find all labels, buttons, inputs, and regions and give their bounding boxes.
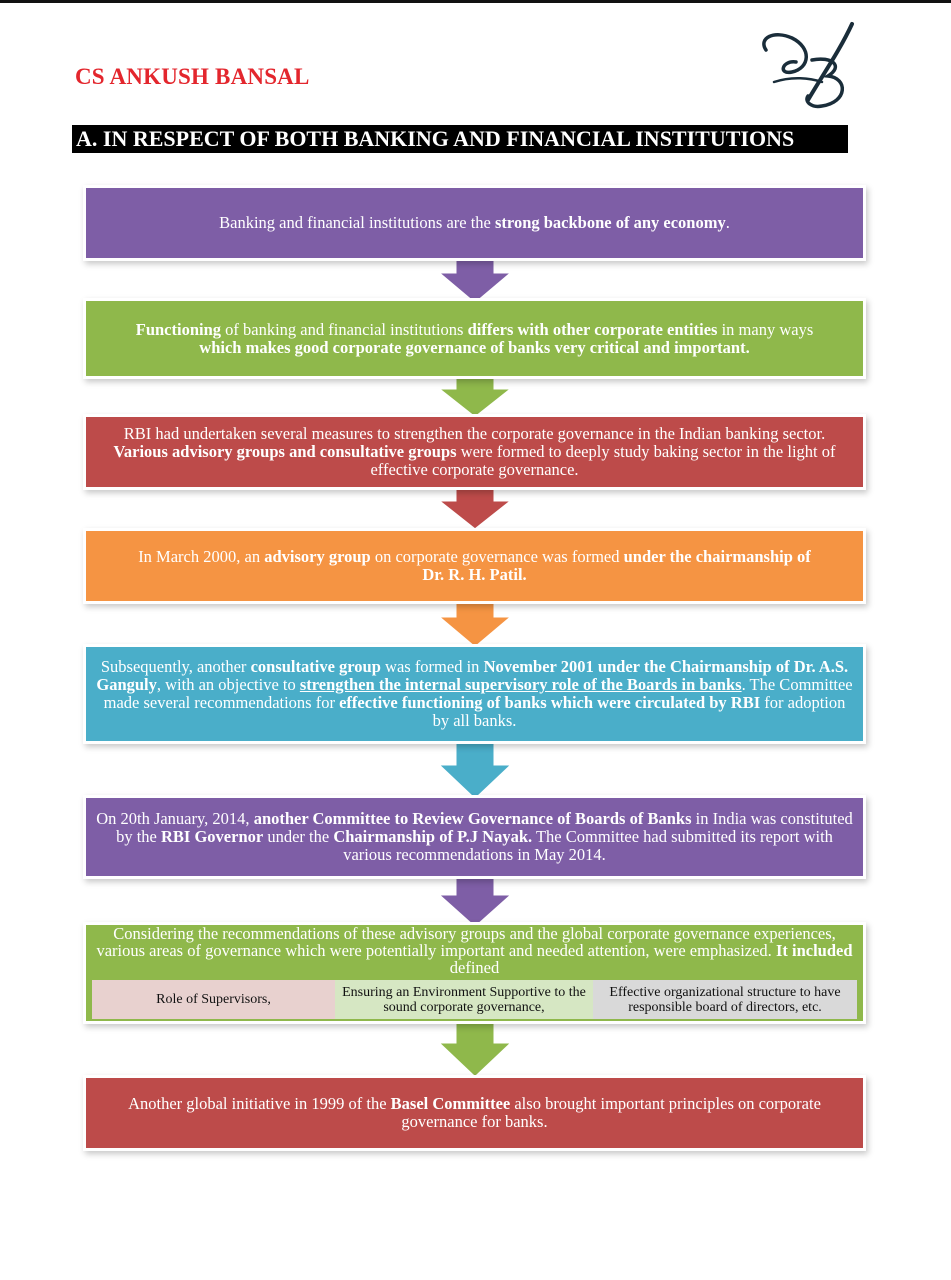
down-arrow-icon — [433, 874, 517, 930]
down-arrow-icon — [433, 252, 517, 306]
area-supportive-environment: Ensuring an Environment Supportive to the sound corporate governance, — [335, 980, 593, 1019]
area-organizational-structure: Effective organizational structure to have responsible board of directors, etc. — [593, 980, 857, 1019]
author-name: CS ANKUSH BANSAL — [75, 64, 310, 89]
box2-bold-critical: which makes good corporate governance of banks very critical and important. — [199, 337, 750, 357]
box1-bold: strong backbone of any economy — [495, 213, 726, 232]
box5-text-formed: was formed in — [380, 657, 484, 676]
flow-box-nayak-committee-2014 — [86, 798, 863, 876]
down-arrow-icon — [433, 484, 517, 532]
governance-areas-row — [92, 980, 857, 1019]
down-arrow-icon — [433, 598, 517, 650]
box2-bold-functioning: Functioning — [135, 319, 222, 339]
box7-text-defined: defined — [449, 958, 500, 977]
flow-box-strong-backbone — [86, 188, 863, 258]
box4-text: In March 2000, an — [138, 547, 265, 566]
box4-bold-advisory: advisory group — [264, 547, 371, 566]
flow-box-functioning — [86, 301, 863, 376]
box6-text-end: The Committee had submitted its report with various recommendations in May 2014. — [343, 827, 833, 864]
box4-bold-chairmanship: under the chairmanship of — [623, 547, 811, 566]
box5-text: Subsequently, another — [100, 657, 251, 676]
box2-text: of banking and financial institutions — [221, 319, 468, 339]
box8-bold-basel: Basel Committee — [390, 1094, 511, 1113]
box5-bold-circulated: effective functioning of banks which were circulated by RBI — [339, 693, 761, 712]
down-arrow-icon — [433, 1018, 517, 1080]
box6-text: On 20th January, 2014, — [96, 809, 254, 828]
flow-box-advisory-group-2000 — [86, 531, 863, 601]
box1-text-end: . — [725, 213, 730, 232]
box1-text: Banking and financial institutions are the — [219, 213, 495, 232]
section-heading: A. IN RESPECT OF BOTH BANKING AND FINANCIAL INSTITUTIONS — [72, 125, 848, 153]
box3-text-end: were formed to deeply study baking sector in the light of effective corporate governance. — [370, 442, 836, 479]
box5-bold-ganguly: November 2001 under the Chairmanship of Dr. A.S. Ganguly — [96, 657, 849, 694]
box2-text-ways: in many ways — [717, 319, 814, 339]
box8-text: Another global initiative in 1999 of the — [128, 1094, 391, 1113]
down-arrow-icon — [433, 372, 517, 420]
box5-text-recommendations: . The Committee made several recommendations for — [103, 675, 853, 712]
box7-bold-included: It included — [775, 941, 853, 960]
box2-bold-differs: differs with other corporate entities — [467, 319, 718, 339]
box3-text: RBI had undertaken several measures to strengthen the corporate governance in the Indian banking sector. — [123, 424, 826, 443]
box6-text-constituted: in India was constituted by the — [116, 809, 853, 846]
box6-bold-nayak: Chairmanship of P.J Nayak. — [333, 827, 533, 846]
box5-text-end: for adoption by all banks. — [432, 693, 846, 730]
box6-bold-committee: another Committee to Review Governance of Boards of Banks — [253, 809, 692, 828]
box5-text-objective: , with an objective to — [156, 675, 300, 694]
down-arrow-icon — [433, 738, 517, 802]
flow-box-basel-committee — [86, 1078, 863, 1148]
box7-text: Considering the recommendations of these advisory groups and the global corporate governance experiences, various areas of governance which were potentially important and needed attention, were emphasized. — [96, 924, 836, 960]
box6-text-under: under the — [263, 827, 334, 846]
box5-underlined-objective: strengthen the internal supervisory role of the Boards in banks — [299, 675, 742, 694]
box6-bold-governor: RBI Governor — [161, 827, 264, 846]
box8-text-end: also brought important principles on corporate governance for banks. — [401, 1094, 821, 1131]
area-role-of-supervisors: Role of Supervisors, — [92, 980, 335, 1019]
flow-box-consultative-group-2001 — [86, 647, 863, 741]
box5-bold-consultative: consultative group — [250, 657, 381, 676]
flow-box-rbi-measures — [86, 417, 863, 487]
box3-bold: Various advisory groups and consultative groups — [113, 442, 457, 461]
box4-bold-patil: Dr. R. H. Patil. — [422, 565, 527, 584]
box4-text-mid: on corporate governance was formed — [370, 547, 624, 566]
